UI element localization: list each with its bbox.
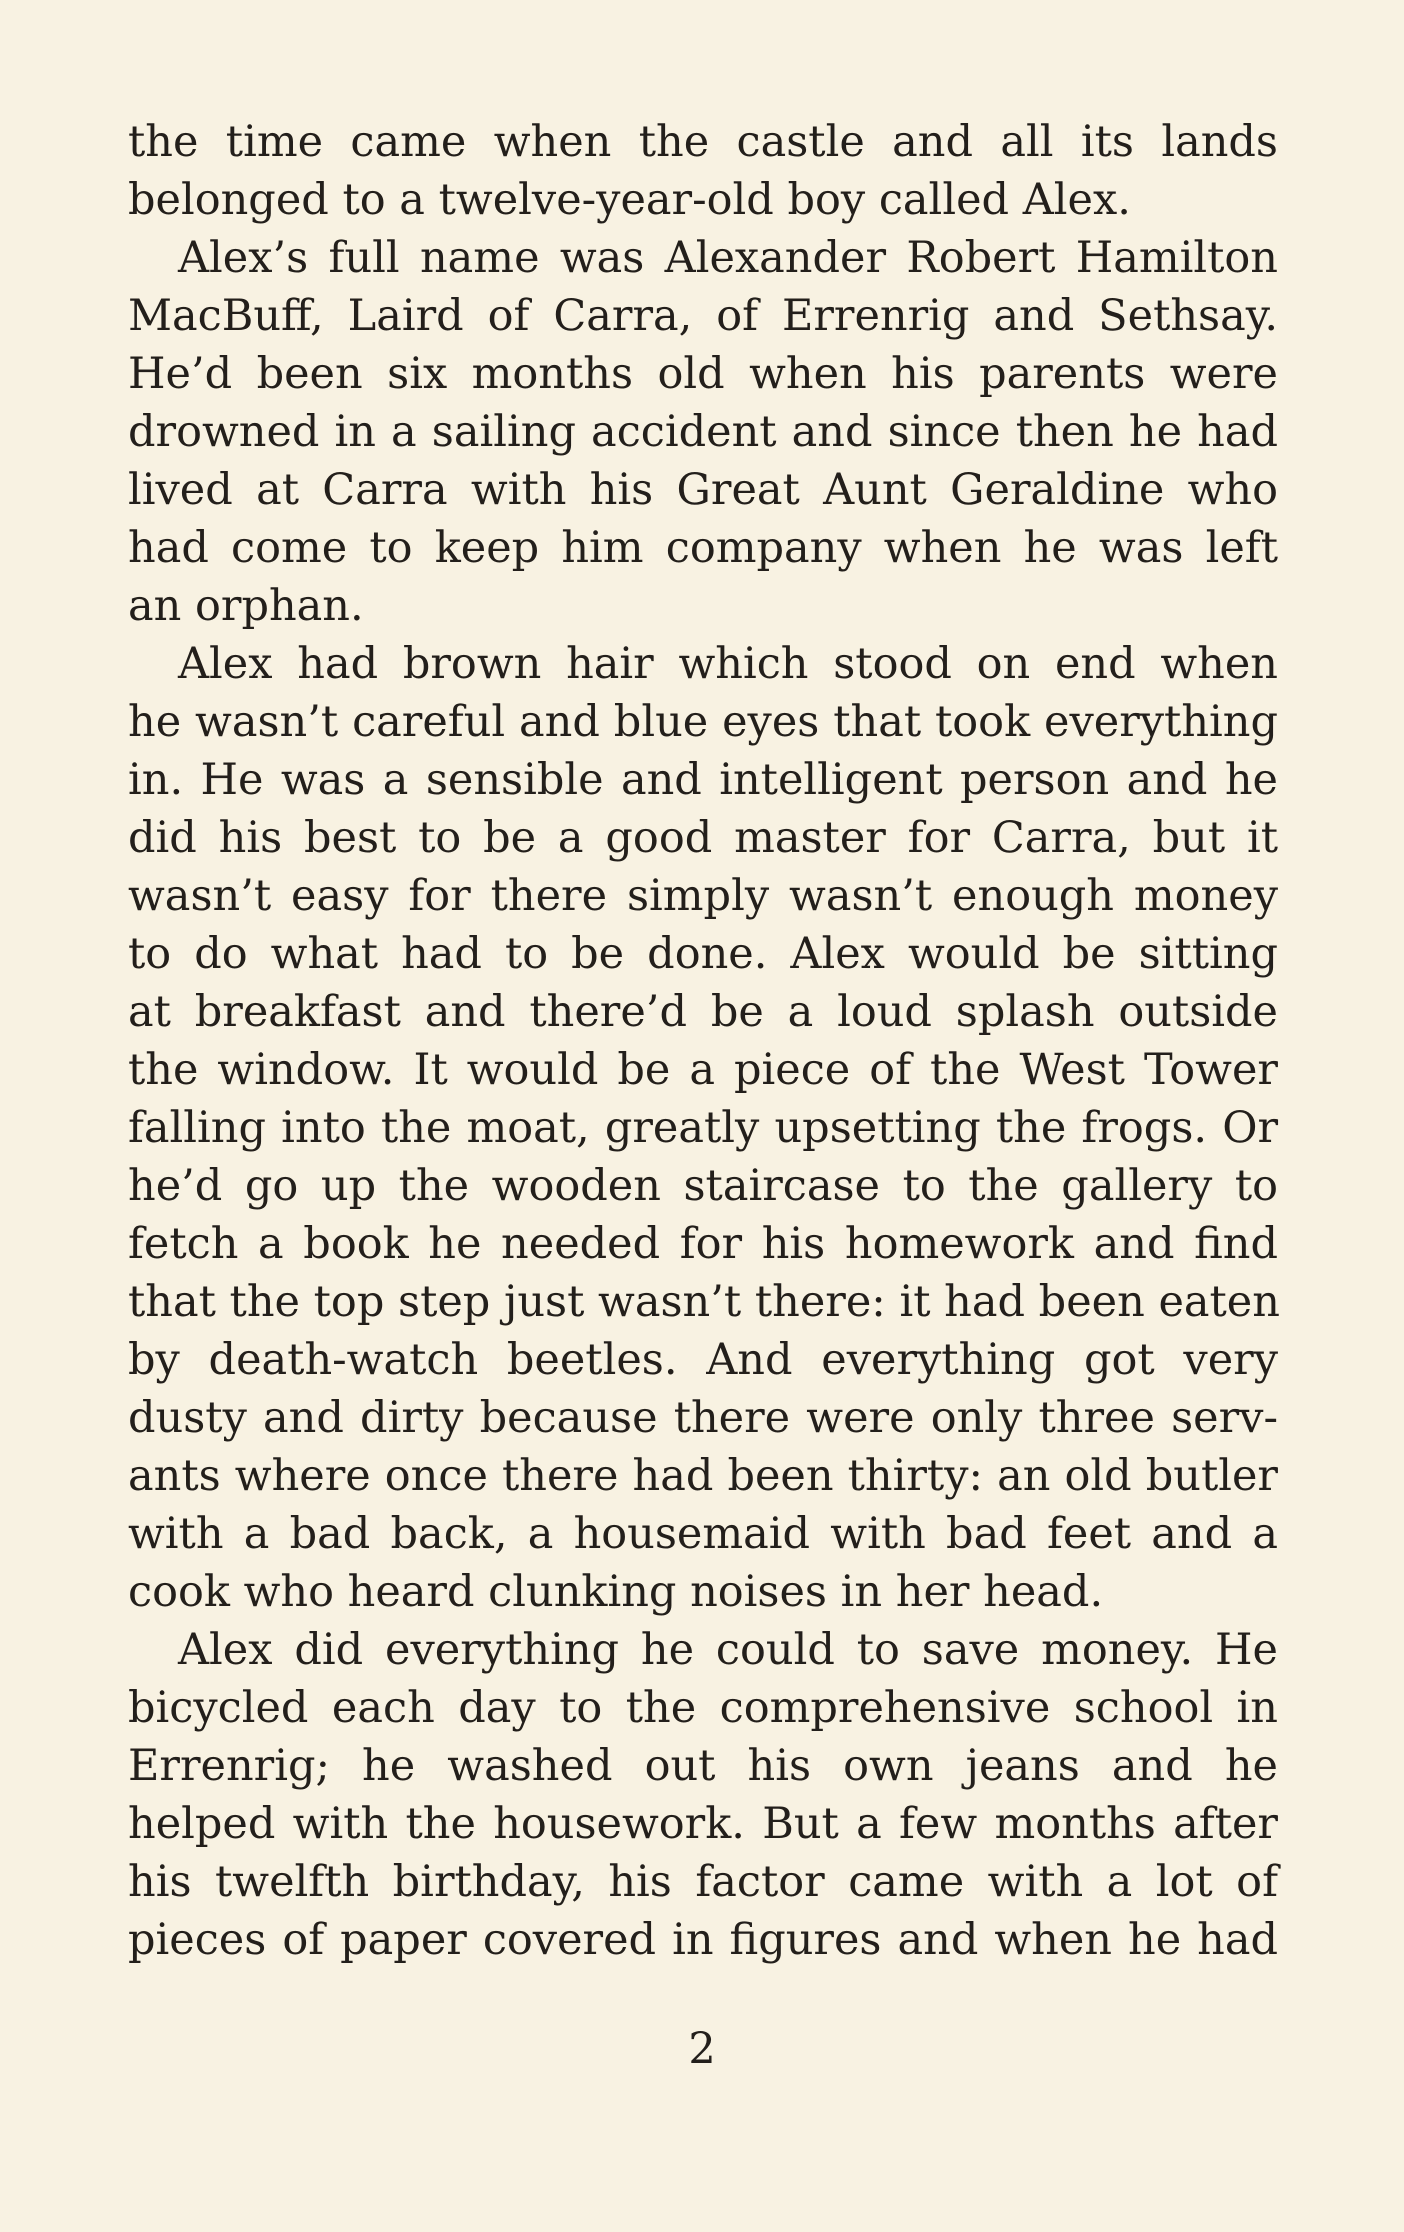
text-line: with a bad back, a housemaid with bad feet and a — [128, 1509, 1278, 1559]
body-text — [128, 113, 1278, 1969]
text-line: did his best to be a good master for Carra, but it — [128, 813, 1278, 863]
paragraph-first-line: Alex’s full name was Alexander Robert Hamilton — [178, 233, 1278, 283]
text-line: he’d go up the wooden staircase to the gallery to — [128, 1161, 1278, 1211]
text-line: cook who heard clunking noises in her head. — [128, 1567, 1104, 1617]
text-line: had come to keep him company when he was left — [128, 523, 1278, 573]
text-line: by death-watch beetles. And everything got very — [128, 1335, 1278, 1385]
page-number: 2 — [688, 2024, 716, 2074]
paragraph-first-line: Alex had brown hair which stood on end when — [178, 639, 1278, 689]
text-line: an orphan. — [128, 581, 364, 631]
text-line: the window. It would be a piece of the West Tower — [128, 1045, 1278, 1095]
text-line: in. He was a sensible and intelligent person and he — [128, 755, 1278, 805]
text-line: He’d been six months old when his parents were — [128, 349, 1278, 399]
text-line: bicycled each day to the comprehensive school in — [128, 1683, 1278, 1733]
text-line: lived at Carra with his Great Aunt Geraldine who — [128, 465, 1278, 515]
text-line: helped with the housework. But a few months after — [128, 1799, 1278, 1849]
text-line: that the top step just wasn’t there: it had been eaten — [128, 1277, 1280, 1327]
text-line: the time came when the castle and all its lands — [128, 117, 1278, 167]
text-line: belonged to a twelve-year-old boy called Alex. — [128, 175, 1131, 225]
text-line: pieces of paper covered in figures and when he had — [128, 1915, 1278, 1965]
text-line: MacBuff, Laird of Carra, of Errenrig and Sethsay. — [128, 291, 1278, 341]
text-line: drowned in a sailing accident and since then he had — [128, 407, 1278, 457]
text-line: his twelfth birthday, his factor came with a lot of — [128, 1857, 1278, 1907]
paragraph-first-line: Alex did everything he could to save money. He — [178, 1625, 1278, 1675]
text-line: at breakfast and there’d be a loud splash outside — [128, 987, 1278, 1037]
text-line: ants where once there had been thirty: an old butler — [128, 1451, 1278, 1501]
text-line: to do what had to be done. Alex would be sitting — [128, 929, 1278, 979]
text-line: he wasn’t careful and blue eyes that took everything — [128, 697, 1278, 747]
text-line: Errenrig; he washed out his own jeans and he — [128, 1741, 1278, 1791]
text-line: dusty and dirty because there were only three serv- — [128, 1393, 1278, 1443]
text-line: fetch a book he needed for his homework and find — [128, 1219, 1278, 1269]
text-line: wasn’t easy for there simply wasn’t enough money — [128, 871, 1278, 921]
text-line: falling into the moat, greatly upsetting the frogs. Or — [128, 1103, 1278, 1153]
